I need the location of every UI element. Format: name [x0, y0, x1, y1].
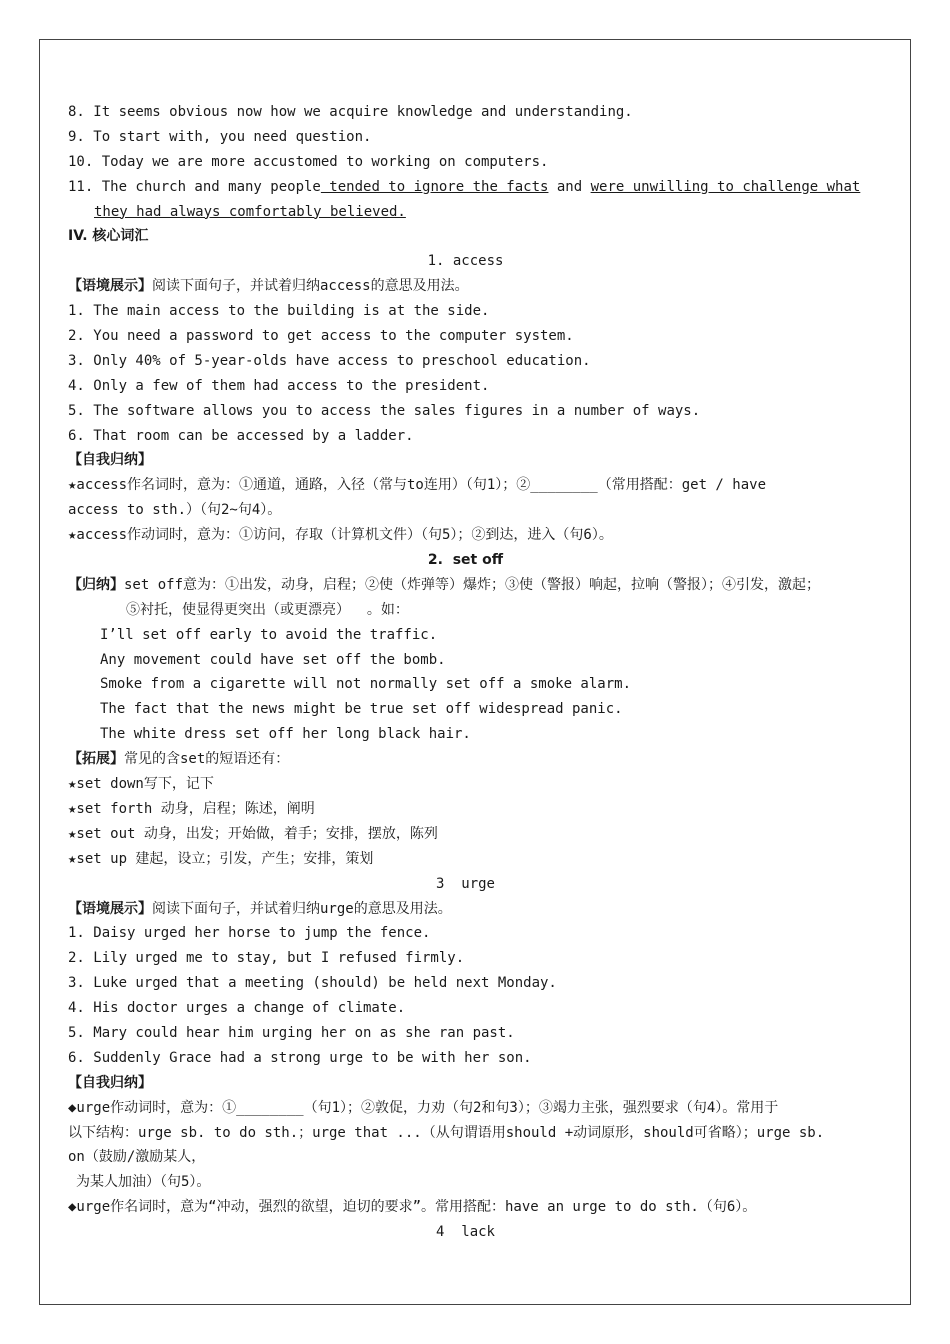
- setoff-example-4: The fact that the news might be true set off widespread panic.: [100, 701, 623, 718]
- word-title-lack: 4 lack: [435, 1224, 495, 1241]
- access-example-4: 4. Only a few of them had access to the president.: [68, 377, 490, 394]
- phrase-set-out: ★set out 动身，出发；开始做，着手；安排，摆放，陈列: [68, 825, 438, 842]
- underlined-phrase-1: tended to ignore the facts: [320, 178, 549, 195]
- access-noun-note: ★access作名词时，意为：①通道，通路，入径（常与to连用）（句1）；②________（常用搭配：get / have: [68, 477, 767, 494]
- extension-line: [68, 747, 863, 772]
- access-example-3: 3. Only 40% of 5-year-olds have access to preschool education.: [68, 352, 591, 369]
- word-title-set-off: 2. set off: [427, 552, 504, 569]
- underlined-phrase-2: were unwilling to challenge what: [590, 178, 861, 195]
- urge-noun-note: ◆urge作名词时，意为“冲动，强烈的欲望，迫切的要求”。常用搭配：have an urge to do sth.（句6）。: [68, 1199, 757, 1216]
- extension-tag: 【拓展】: [68, 751, 124, 768]
- context-tag: 【语境展示】: [68, 900, 152, 917]
- section-heading: IV. 核心词汇: [68, 228, 149, 245]
- setoff-meanings-cont: ⑤衬托，使显得更突出（或更漂亮） 。如：: [126, 601, 409, 618]
- phrase-set-down: ★set down写下，记下: [68, 776, 214, 793]
- setoff-summary: [68, 573, 863, 598]
- setoff-example-5: The white dress set off her long black hair.: [100, 726, 471, 743]
- access-example-6: 6. That room can be accessed by a ladder.: [68, 427, 414, 444]
- urge-example-5: 5. Mary could hear him urging her on as she ran past.: [68, 1024, 515, 1041]
- urge-verb-note-cont2: on（鼓励/激励某人，: [68, 1149, 206, 1166]
- summary-tag: 【自我归纳】: [68, 452, 152, 469]
- extension-text: 常见的含set的短语还有：: [124, 751, 290, 768]
- phrase-set-up: ★set up 建起，设立；引发，产生；安排，策划: [68, 850, 374, 867]
- access-example-1: 1. The main access to the building is at the side.: [68, 303, 490, 320]
- access-example-5: 5. The software allows you to access the sales figures in a number of ways.: [68, 402, 701, 419]
- context-line: [68, 897, 863, 922]
- urge-example-1: 1. Daisy urged her horse to jump the fence.: [68, 925, 431, 942]
- urge-example-2: 2. Lily urged me to stay, but I refused firmly.: [68, 950, 465, 967]
- setoff-example-1: I’ll set off early to avoid the traffic.: [100, 626, 438, 643]
- sentence-8: 8. It seems obvious now how we acquire knowledge and understanding.: [68, 104, 633, 120]
- access-example-2: 2. You need a password to get access to the computer system.: [68, 328, 574, 345]
- setoff-meanings: set off意为：①出发，动身，启程；②使（炸弹等）爆炸；③使（警报）响起，拉响（警报）；④引发，激起；: [124, 576, 820, 593]
- setoff-example-3: Smoke from a cigarette will not normally set off a smoke alarm.: [100, 676, 632, 693]
- context-instruction: 阅读下面句子，并试着归纳access的意思及用法。: [152, 278, 469, 295]
- word-title-access: 1. access: [427, 253, 504, 270]
- sentence-9: 9. To start with, you need question.: [68, 128, 372, 145]
- urge-verb-note-cont3: 为某人加油）（句5）。: [76, 1174, 211, 1191]
- summary-tag: 【自我归纳】: [68, 1074, 152, 1091]
- underlined-phrase-3: they had always comfortably believed.: [94, 203, 406, 220]
- access-verb-note: ★access作动词时，意为：①访问，存取（计算机文件）（句5）；②到达，进入（句6）。: [68, 527, 613, 544]
- word-title-urge: 3 urge: [435, 875, 495, 892]
- document-body: [68, 100, 863, 1245]
- urge-example-4: 4. His doctor urges a change of climate.: [68, 1000, 406, 1017]
- urge-example-6: 6. Suddenly Grace had a strong urge to be with her son.: [68, 1049, 532, 1066]
- urge-example-3: 3. Luke urged that a meeting (should) be held next Monday.: [68, 975, 557, 992]
- sentence-11-mid: and: [548, 178, 591, 195]
- context-instruction: 阅读下面句子，并试着归纳urge的意思及用法。: [152, 900, 452, 917]
- setoff-example-2: Any movement could have set off the bomb.: [100, 651, 446, 668]
- phrase-set-forth: ★set forth 动身，启程；陈述，阐明: [68, 800, 315, 817]
- summary-tag: 【归纳】: [68, 576, 124, 593]
- sentence-11: [68, 175, 863, 200]
- sentence-11-start: 11. The church and many people: [68, 178, 321, 195]
- sentence-11-cont: [68, 200, 863, 225]
- context-tag: 【语境展示】: [68, 278, 152, 295]
- context-line: [68, 274, 863, 299]
- sentence-10: 10. Today we are more accustomed to working on computers.: [68, 153, 549, 170]
- urge-verb-note: ◆urge作动词时，意为：①________（句1）；②敦促，力劝（句2和句3）；③竭力主张，强烈要求（句4）。常用于: [68, 1099, 779, 1116]
- urge-verb-note-cont: 以下结构：urge sb. to do sth.；urge that ...（从句谓语用should +动词原形，should可省略）；urge sb.: [68, 1124, 825, 1141]
- access-noun-note-cont: access to sth.）（句2~句4）。: [68, 502, 282, 519]
